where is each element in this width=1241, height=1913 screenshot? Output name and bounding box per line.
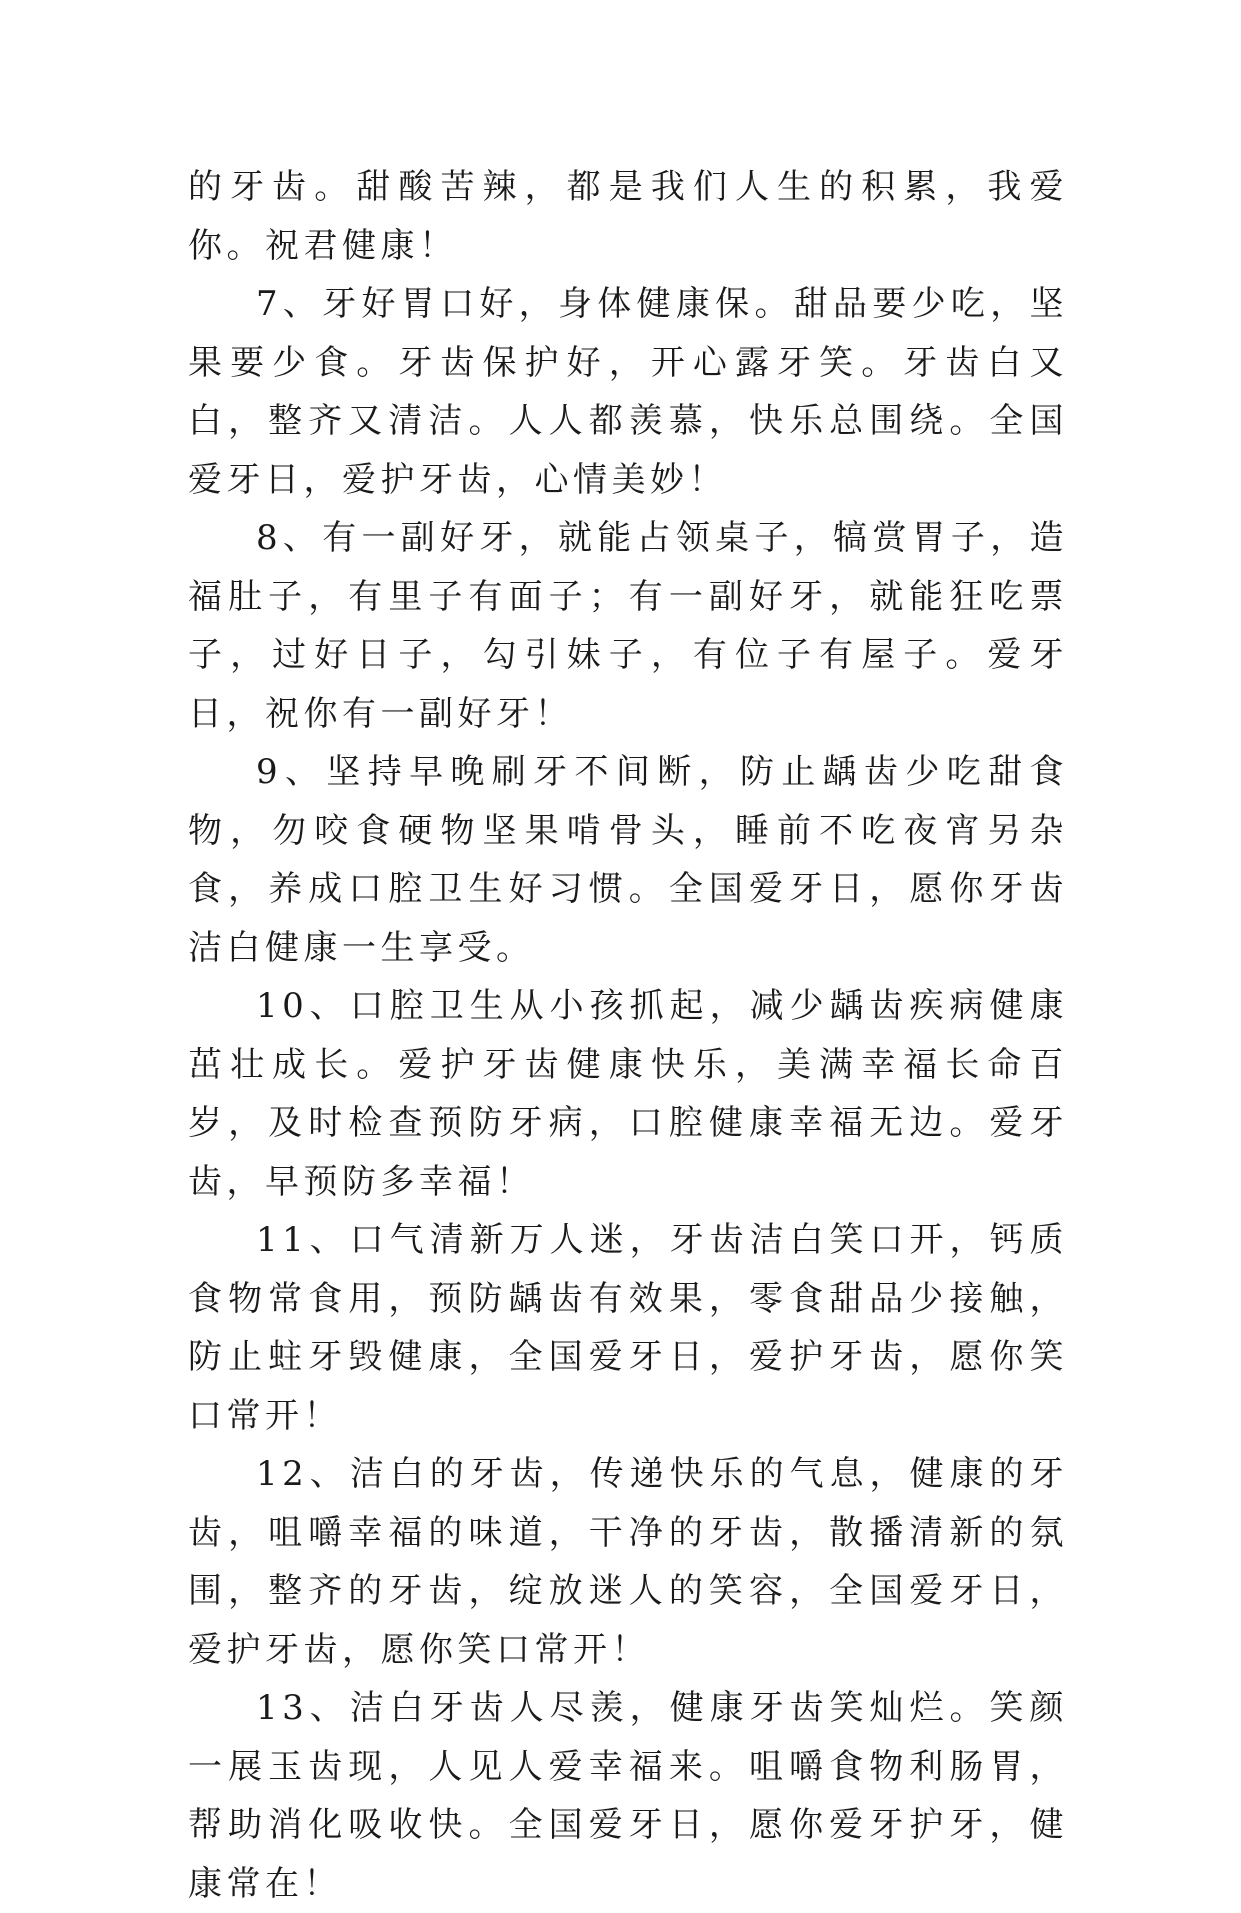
document-body [188,158,1068,1913]
paragraph-item-10: 10、口腔卫生从小孩抓起，减少龋齿疾病健康茁壮成长。爱护牙齿健康快乐，美满幸福长命百岁，及时检查预防牙病，口腔健康幸福无边。爱牙齿，早预防多幸福！ [188,986,1068,1202]
paragraph-continued: 的牙齿。甜酸苦辣，都是我们人生的积累，我爱你。祝君健康！ [188,167,1068,266]
paragraph-item-12: 12、洁白的牙齿，传递快乐的气息，健康的牙齿，咀嚼幸福的味道，干净的牙齿，散播清新的氛围，整齐的牙齿，绽放迷人的笑容，全国爱牙日，爱护牙齿，愿你笑口常开！ [188,1454,1068,1670]
paragraph-item-13: 13、洁白牙齿人尽羡，健康牙齿笑灿烂。笑颜一展玉齿现，人见人爱幸福来。咀嚼食物利肠胃，帮助消化吸收快。全国爱牙日，愿你爱牙护牙，健康常在！ [188,1688,1068,1904]
paragraph-item-9: 9、坚持早晚刷牙不间断，防止龋齿少吃甜食物，勿咬食硬物坚果啃骨头，睡前不吃夜宵另杂食，养成口腔卫生好习惯。全国爱牙日，愿你牙齿洁白健康一生享受。 [188,752,1068,968]
paragraph-item-7: 7、牙好胃口好，身体健康保。甜品要少吃，坚果要少食。牙齿保护好，开心露牙笑。牙齿白又白，整齐又清洁。人人都羡慕，快乐总围绕。全国爱牙日，爱护牙齿，心情美妙！ [188,284,1068,500]
paragraph-item-11: 11、口气清新万人迷，牙齿洁白笑口开，钙质食物常食用，预防龋齿有效果，零食甜品少接触，防止蛀牙毁健康，全国爱牙日，爱护牙齿，愿你笑口常开！ [188,1220,1068,1436]
paragraph-item-8: 8、有一副好牙，就能占领桌子，犒赏胃子，造福肚子，有里子有面子；有一副好牙，就能狂吃票子，过好日子，勾引妹子，有位子有屋子。爱牙日，祝你有一副好牙！ [188,518,1068,734]
